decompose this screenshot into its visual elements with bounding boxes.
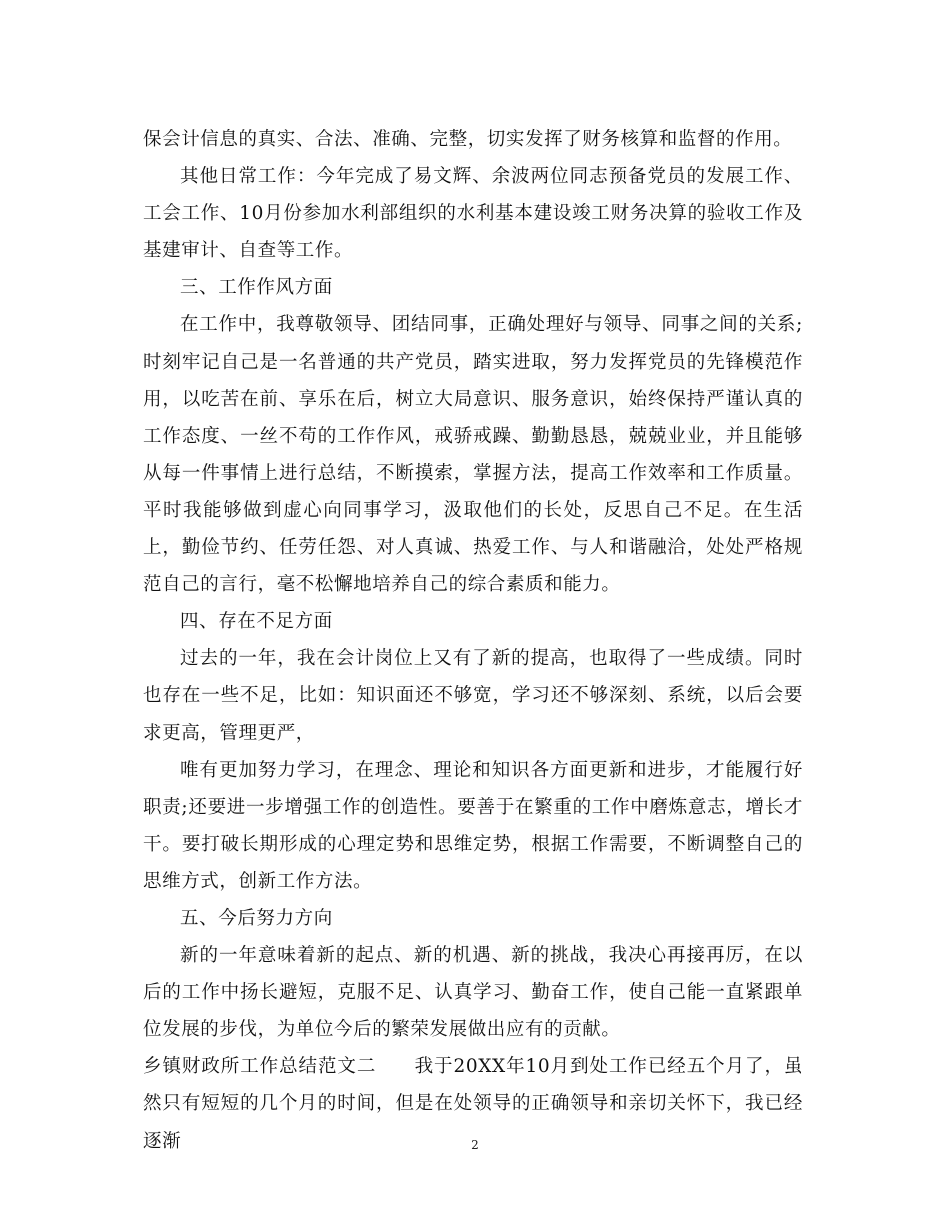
paragraph-daily-work: 其他日常工作：今年完成了易文辉、余波两位同志预备党员的发展工作、工会工作、10月份参加水利部组织的水利基本建设竣工财务决算的验收工作及基建审计、自查等工作。 [143,166,803,262]
paragraph-continuation: 保会计信息的真实、合法、准确、完整，切实发挥了财务核算和监督的作用。 [143,129,793,150]
paragraph-work-style: 在工作中，我尊敬领导、团结同事，正确处理好与领导、同事之间的关系;时刻牢记自己是一名普通的共产党员，踏实进取，努力发挥党员的先锋模范作用，以吃苦在前、享乐在后，树立大局意识、服务意识，始终保持严谨认真的工作态度、一丝不苟的工作作风，戒骄戒躁、勤勤恳恳，兢兢业业，并且能够从每一件事情上进行总结，不断摸索，掌握方法，提高工作效率和工作质量。平时我能够做到虚心向同事学习，汲取他们的长处，反思自己不足。在生活上，勤俭节约、任劳任怨、对人真诚、热爱工作、与人和谐融洽，处处严格规范自己的言行，毫不松懈地培养自己的综合素质和能力。 [143,314,803,596]
paragraph-future-direction: 新的一年意味着新的起点、新的机遇、新的挑战，我决心再接再厉，在以后的工作中扬长避短，克服不足、认真学习、勤奋工作，使自己能一直紧跟单位发展的步伐，为单位今后的繁荣发展做出应有的贡献。 [143,945,803,1041]
paragraph-improvement: 唯有更加努力学习，在理念、理论和知识各方面更新和进步，才能履行好职责;还要进一步增强工作的创造性。要善于在繁重的工作中磨炼意志，增长才干。要打破长期形成的心理定势和思维定势，根据工作需要，不断调整自己的思维方式，创新工作方法。 [143,759,803,892]
section-heading-future-direction: 五、今后努力方向 [180,907,333,929]
section-heading-work-style: 三、工作作风方面 [180,277,333,299]
document-body [143,121,803,1160]
section-heading-shortcomings: 四、存在不足方面 [180,611,333,633]
page-number: 2 [471,1138,479,1152]
paragraph-shortcomings: 过去的一年，我在会计岗位上又有了新的提高，也取得了一些成绩。同时也存在一些不足，比如：知识面还不够宽，学习还不够深刻、系统，以后会要求更高，管理更严， [143,648,803,744]
next-section-text: 我于20XX年10月到处工作已经五个月了，虽然只有短短的几个月的时间，但是在处领导的正确领导和亲切关怀下，我已经逐渐 [143,1056,804,1152]
next-section-title: 乡镇财政所工作总结范文二 [143,1056,377,1078]
